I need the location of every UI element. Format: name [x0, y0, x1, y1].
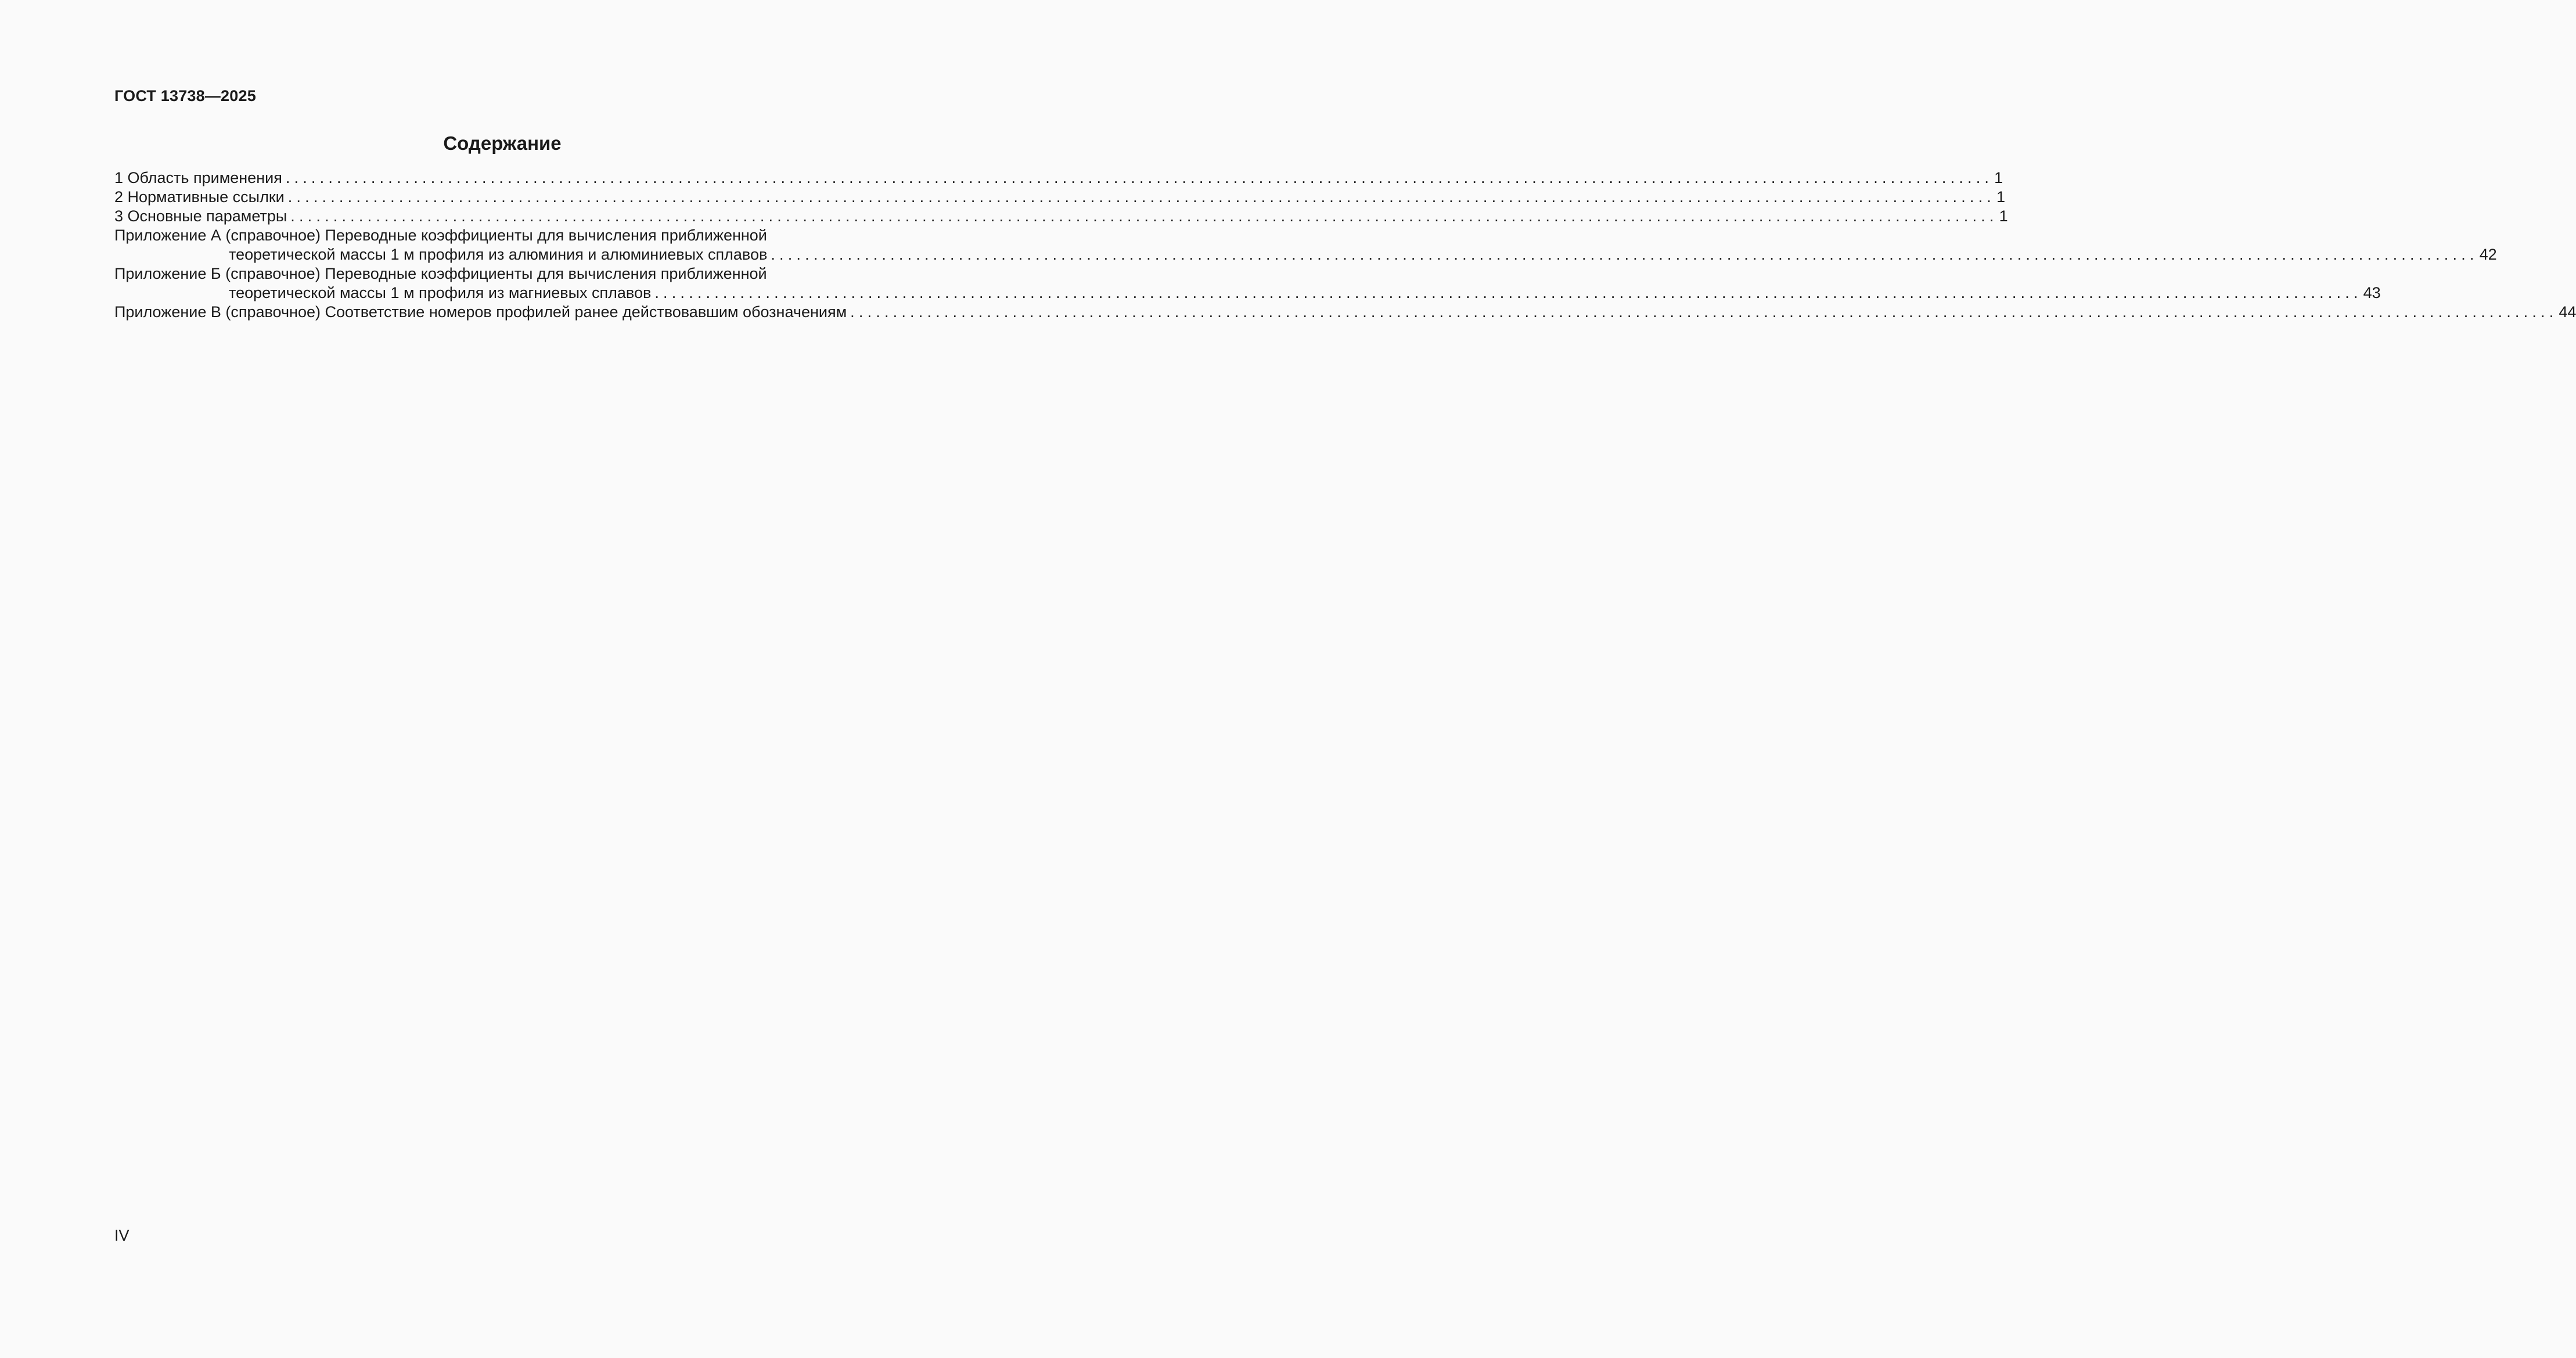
toc-entry-label: 1 Область применения: [114, 169, 282, 186]
toc-entry-page: 1: [1994, 169, 2003, 186]
dot-leader: ........................................................................................................................................................................................................: [654, 284, 2362, 301]
toc-entry-page: 42: [2479, 246, 2497, 263]
standard-header: ГОСТ 13738—2025: [114, 87, 256, 105]
toc-entry-page: 1: [1999, 207, 2008, 225]
toc-entry-page: 43: [2363, 284, 2381, 301]
toc-entry-scope[interactable]: [114, 168, 2003, 188]
toc-title: Содержание: [443, 132, 562, 154]
toc-entry-appendix-b[interactable]: [114, 264, 2381, 303]
dot-leader: ........................................................................................................................................................................................................: [287, 188, 1996, 206]
toc-entry-label-continuation: теоретической массы 1 м профиля из алюминия и алюминиевых сплавов: [229, 246, 768, 263]
toc-entry-label: Приложение Б (справочное) Переводные коэффициенты для вычисления приближенной: [114, 265, 767, 282]
toc-entry-basic-parameters[interactable]: [114, 207, 2008, 226]
toc-entry-label: Приложение А (справочное) Переводные коэффициенты для вычисления приближенной: [114, 227, 767, 244]
table-of-contents: [114, 168, 2576, 322]
toc-entry-appendix-a[interactable]: [114, 226, 2497, 264]
dot-leader: ........................................................................................................................................................................................................: [290, 207, 1998, 225]
toc-entry-page: 1: [1996, 188, 2006, 206]
dot-leader: ........................................................................................................................................................................................................: [850, 303, 2558, 321]
dot-leader: ........................................................................................................................................................................................................: [771, 246, 2478, 263]
toc-entry-label: 3 Основные параметры: [114, 207, 287, 225]
toc-entry-label: Приложение В (справочное) Соответствие номеров профилей ранее действовавшим обозначениям: [114, 303, 847, 321]
toc-entry-appendix-v[interactable]: [114, 303, 2576, 322]
toc-entry-normative-references[interactable]: [114, 188, 2006, 207]
toc-entry-page: 44: [2559, 303, 2576, 321]
dot-leader: ........................................................................................................................................................................................................: [285, 169, 1994, 186]
page-number: IV: [114, 1227, 129, 1244]
toc-entry-label-continuation: теоретической массы 1 м профиля из магниевых сплавов: [229, 284, 652, 301]
toc-entry-label: 2 Нормативные ссылки: [114, 188, 285, 206]
